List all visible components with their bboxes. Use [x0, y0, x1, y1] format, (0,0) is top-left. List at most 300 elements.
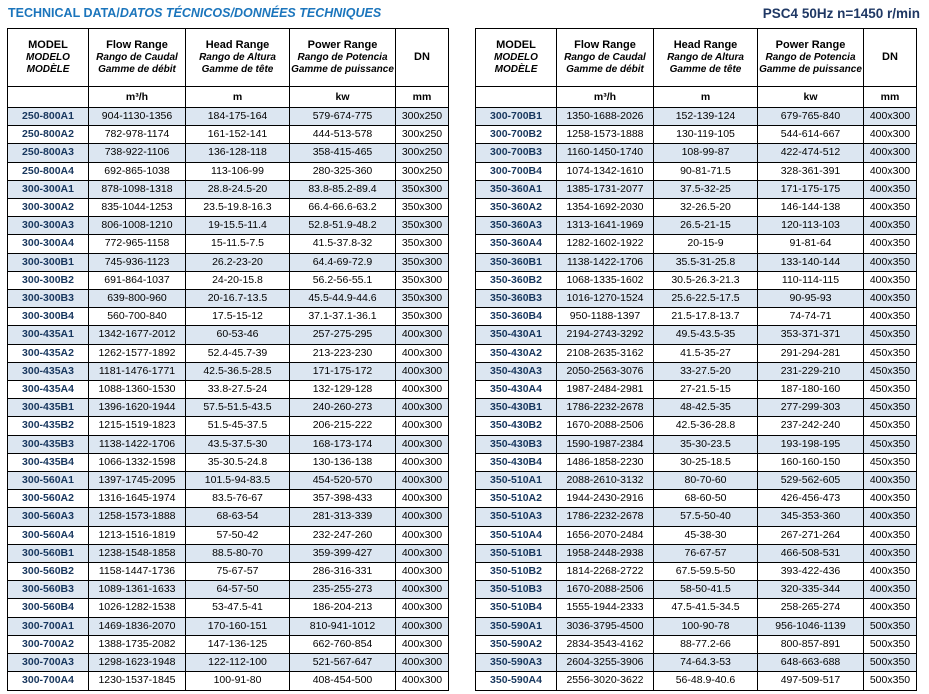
model-cell: 300-435B4 [8, 453, 89, 471]
power-range-cell: 444-513-578 [290, 126, 396, 144]
head-units: m [654, 87, 758, 108]
flow-range-cell: 1958-2448-2938 [557, 544, 654, 562]
table-row [8, 563, 449, 581]
dn-cell: 300x250 [396, 144, 449, 162]
model-cell: 350-360A1 [476, 180, 557, 198]
table-row [476, 581, 917, 599]
power-range-cell: 267-271-264 [758, 526, 864, 544]
power-range-cell: 160-160-150 [758, 453, 864, 471]
dn-cell: 350x300 [396, 308, 449, 326]
flow-range-cell: 1670-2088-2506 [557, 417, 654, 435]
model-cell: 300-560B3 [8, 581, 89, 599]
table-row [476, 199, 917, 217]
table-row [8, 308, 449, 326]
head-label-es: Rango de Altura [667, 51, 744, 63]
power-range-cell: 320-335-344 [758, 581, 864, 599]
flow-range-cell: 904-1130-1356 [89, 108, 186, 126]
power-range-cell: 454-520-570 [290, 472, 396, 490]
power-range-cell: 41.5-37.8-32 [290, 235, 396, 253]
flow-range-cell: 691-864-1037 [89, 271, 186, 289]
power-range-cell: 120-113-103 [758, 217, 864, 235]
header-row-labels [8, 29, 449, 87]
model-cell: 300-560A1 [8, 472, 89, 490]
flow-range-cell: 1160-1450-1740 [557, 144, 654, 162]
flow-range-cell: 1786-2232-2678 [557, 399, 654, 417]
dn-cell: 400x300 [396, 508, 449, 526]
page-header [0, 0, 929, 21]
model-cell: 300-560B1 [8, 544, 89, 562]
model-cell: 300-300B3 [8, 290, 89, 308]
dn-cell: 400x350 [864, 271, 917, 289]
head-range-cell: 108-99-87 [654, 144, 758, 162]
table-row [476, 126, 917, 144]
model-label-en: MODEL [28, 39, 68, 52]
model-cell: 250-800A4 [8, 162, 89, 180]
table-row [8, 635, 449, 653]
head-range-cell: 33-27.5-20 [654, 362, 758, 380]
flow-range-cell: 1555-1944-2333 [557, 599, 654, 617]
model-cell: 350-510A3 [476, 508, 557, 526]
model-cell: 350-360B3 [476, 290, 557, 308]
dn-cell: 400x350 [864, 581, 917, 599]
flow-range-cell: 2088-2610-3132 [557, 472, 654, 490]
dn-column-header [864, 29, 917, 87]
model-cell: 300-560A2 [8, 490, 89, 508]
flow-range-cell: 1469-1836-2070 [89, 617, 186, 635]
dn-cell: 400x300 [396, 399, 449, 417]
dn-cell: 450x350 [864, 381, 917, 399]
flow-range-cell: 1814-2268-2722 [557, 563, 654, 581]
title-english: TECHNICAL DATA/ [8, 6, 120, 20]
dn-cell: 400x300 [396, 344, 449, 362]
model-cell: 300-435A1 [8, 326, 89, 344]
flow-range-cell: 1313-1641-1969 [557, 217, 654, 235]
flow-range-cell: 1238-1548-1858 [89, 544, 186, 562]
table-row [476, 235, 917, 253]
head-range-cell: 30.5-26.3-21.3 [654, 271, 758, 289]
table-row [8, 672, 449, 690]
table-row [476, 326, 917, 344]
dn-cell: 400x300 [396, 326, 449, 344]
head-range-cell: 122-112-100 [186, 654, 290, 672]
flow-range-cell: 1089-1361-1633 [89, 581, 186, 599]
dn-cell: 400x300 [396, 362, 449, 380]
power-range-cell: 186-204-213 [290, 599, 396, 617]
head-range-cell: 52.4-45.7-39 [186, 344, 290, 362]
flow-range-cell: 1016-1270-1524 [557, 290, 654, 308]
model-cell: 300-435A3 [8, 362, 89, 380]
power-range-cell: 90-95-93 [758, 290, 864, 308]
dn-cell: 500x350 [864, 654, 917, 672]
power-range-cell: 37.1-37.1-36.1 [290, 308, 396, 326]
model-cell: 350-510A4 [476, 526, 557, 544]
power-range-cell: 277-299-303 [758, 399, 864, 417]
model-cell: 300-700B2 [476, 126, 557, 144]
dn-cell: 400x300 [396, 435, 449, 453]
dn-cell: 400x350 [864, 217, 917, 235]
flow-range-cell: 1213-1516-1819 [89, 526, 186, 544]
flow-label-en: Flow Range [106, 39, 168, 52]
dn-cell: 350x300 [396, 271, 449, 289]
dn-label: DN [414, 51, 430, 64]
table-row [476, 654, 917, 672]
table-row [8, 199, 449, 217]
head-range-cell: 184-175-164 [186, 108, 290, 126]
data-table-left [7, 28, 449, 691]
head-range-cell: 37.5-32-25 [654, 180, 758, 198]
table-row [476, 526, 917, 544]
table-row [8, 235, 449, 253]
flow-range-cell: 1138-1422-1706 [557, 253, 654, 271]
model-cell: 300-300A4 [8, 235, 89, 253]
model-cell: 350-510A2 [476, 490, 557, 508]
head-label-fr: Gamme de tête [201, 63, 274, 75]
table-row [8, 344, 449, 362]
power-range-cell: 83.8-85.2-89.4 [290, 180, 396, 198]
head-range-cell: 17.5-15-12 [186, 308, 290, 326]
dn-cell: 400x300 [864, 108, 917, 126]
dn-cell: 350x300 [396, 217, 449, 235]
dn-cell: 400x300 [396, 654, 449, 672]
model-cell: 350-360B2 [476, 271, 557, 289]
dn-cell: 300x250 [396, 126, 449, 144]
power-range-cell: 426-456-473 [758, 490, 864, 508]
table-row [476, 599, 917, 617]
flow-range-cell: 1282-1602-1922 [557, 235, 654, 253]
head-range-cell: 32-26.5-20 [654, 199, 758, 217]
table-row [8, 399, 449, 417]
power-range-cell: 286-316-331 [290, 563, 396, 581]
table-row [476, 635, 917, 653]
dn-cell: 400x350 [864, 180, 917, 198]
table-row [8, 526, 449, 544]
model-cell: 300-300A2 [8, 199, 89, 217]
power-label-fr: Gamme de puissance [291, 63, 394, 75]
power-range-cell: 240-260-273 [290, 399, 396, 417]
model-cell: 350-590A4 [476, 672, 557, 690]
head-range-cell: 130-119-105 [654, 126, 758, 144]
model-units-empty [8, 87, 89, 108]
dn-cell: 400x300 [396, 490, 449, 508]
flow-range-cell: 1944-2430-2916 [557, 490, 654, 508]
head-range-cell: 28.8-24.5-20 [186, 180, 290, 198]
dn-units: mm [864, 87, 917, 108]
table-row [8, 326, 449, 344]
dn-cell: 400x300 [396, 617, 449, 635]
head-range-cell: 58-50-41.5 [654, 581, 758, 599]
dn-cell: 400x350 [864, 508, 917, 526]
head-range-cell: 26.5-21-15 [654, 217, 758, 235]
flow-label-en: Flow Range [574, 39, 636, 52]
table-row [476, 180, 917, 198]
model-cell: 350-430B1 [476, 399, 557, 417]
head-range-cell: 101.5-94-83.5 [186, 472, 290, 490]
model-cell: 300-300B1 [8, 253, 89, 271]
model-cell: 300-435B2 [8, 417, 89, 435]
head-range-cell: 42.5-36.5-28.5 [186, 362, 290, 380]
table-row [8, 472, 449, 490]
head-range-cell: 64-57-50 [186, 581, 290, 599]
table-row [8, 417, 449, 435]
flow-label-fr: Gamme de débit [98, 63, 176, 75]
model-cell: 300-300B4 [8, 308, 89, 326]
model-cell: 300-700B1 [476, 108, 557, 126]
head-range-cell: 48-42.5-35 [654, 399, 758, 417]
flow-range-cell: 1026-1282-1538 [89, 599, 186, 617]
dn-cell: 400x350 [864, 199, 917, 217]
head-range-cell: 35.5-31-25.8 [654, 253, 758, 271]
power-label-es: Rango de Potencia [765, 51, 856, 63]
table-body-left [8, 108, 449, 691]
head-range-cell: 90-81-71.5 [654, 162, 758, 180]
dn-cell: 300x250 [396, 108, 449, 126]
flow-range-cell: 1181-1476-1771 [89, 362, 186, 380]
dn-cell: 400x350 [864, 599, 917, 617]
head-range-cell: 67.5-59.5-50 [654, 563, 758, 581]
model-cell: 300-560B2 [8, 563, 89, 581]
flow-range-cell: 1786-2232-2678 [557, 508, 654, 526]
head-range-cell: 26.2-23-20 [186, 253, 290, 271]
table-row [476, 453, 917, 471]
dn-cell: 400x300 [864, 144, 917, 162]
table-row [8, 144, 449, 162]
table-row [8, 253, 449, 271]
flow-range-cell: 745-936-1123 [89, 253, 186, 271]
model-column-header [8, 29, 89, 87]
power-range-cell: 257-275-295 [290, 326, 396, 344]
flow-range-cell: 692-865-1038 [89, 162, 186, 180]
dn-column-header [396, 29, 449, 87]
table-row [476, 344, 917, 362]
head-range-cell: 20-16.7-13.5 [186, 290, 290, 308]
power-range-cell: 45.5-44.9-44.6 [290, 290, 396, 308]
model-cell: 300-435B1 [8, 399, 89, 417]
power-range-cell: 521-567-647 [290, 654, 396, 672]
model-cell: 350-360A2 [476, 199, 557, 217]
dn-cell: 400x300 [396, 672, 449, 690]
dn-cell: 450x350 [864, 417, 917, 435]
table-row [8, 180, 449, 198]
model-cell: 350-510B3 [476, 581, 557, 599]
flow-range-cell: 1298-1623-1948 [89, 654, 186, 672]
head-column-header [186, 29, 290, 87]
table-row [476, 563, 917, 581]
dn-units: mm [396, 87, 449, 108]
power-range-cell: 66.4-66.6-63.2 [290, 199, 396, 217]
head-range-cell: 45-38-30 [654, 526, 758, 544]
head-range-cell: 170-160-151 [186, 617, 290, 635]
model-cell: 300-435B3 [8, 435, 89, 453]
table-row [8, 108, 449, 126]
flow-range-cell: 1388-1735-2082 [89, 635, 186, 653]
dn-cell: 400x350 [864, 526, 917, 544]
model-cell: 300-300B2 [8, 271, 89, 289]
dn-cell: 400x300 [396, 381, 449, 399]
power-range-cell: 74-74-71 [758, 308, 864, 326]
model-cell: 300-700B4 [476, 162, 557, 180]
dn-cell: 350x300 [396, 290, 449, 308]
head-range-cell: 23.5-19.8-16.3 [186, 199, 290, 217]
model-cell: 350-590A2 [476, 635, 557, 653]
table-row [476, 362, 917, 380]
power-range-cell: 358-415-465 [290, 144, 396, 162]
power-units: kw [290, 87, 396, 108]
power-label-en: Power Range [775, 39, 846, 52]
table-row [8, 435, 449, 453]
model-cell: 350-430A2 [476, 344, 557, 362]
flow-range-cell: 1656-2070-2484 [557, 526, 654, 544]
flow-range-cell: 1987-2484-2981 [557, 381, 654, 399]
power-range-cell: 579-674-775 [290, 108, 396, 126]
flow-range-cell: 1138-1422-1706 [89, 435, 186, 453]
model-cell: 300-560B4 [8, 599, 89, 617]
head-range-cell: 51.5-45-37.5 [186, 417, 290, 435]
flow-range-cell: 1350-1688-2026 [557, 108, 654, 126]
head-range-cell: 25.6-22.5-17.5 [654, 290, 758, 308]
flow-range-cell: 1397-1745-2095 [89, 472, 186, 490]
head-range-cell: 15-11.5-7.5 [186, 235, 290, 253]
model-cell: 250-800A3 [8, 144, 89, 162]
power-range-cell: 291-294-281 [758, 344, 864, 362]
flow-range-cell: 2108-2635-3162 [557, 344, 654, 362]
model-cell: 300-435A2 [8, 344, 89, 362]
dn-cell: 400x300 [396, 526, 449, 544]
tables-container [0, 21, 929, 691]
power-range-cell: 235-255-273 [290, 581, 396, 599]
head-range-cell: 57.5-50-40 [654, 508, 758, 526]
flow-range-cell: 1074-1342-1610 [557, 162, 654, 180]
head-range-cell: 68-63-54 [186, 508, 290, 526]
dn-cell: 500x350 [864, 672, 917, 690]
power-range-cell: 206-215-222 [290, 417, 396, 435]
head-range-cell: 35-30.5-24.8 [186, 453, 290, 471]
model-cell: 350-430A1 [476, 326, 557, 344]
head-range-cell: 136-128-118 [186, 144, 290, 162]
flow-range-cell: 1342-1677-2012 [89, 326, 186, 344]
dn-cell: 500x350 [864, 635, 917, 653]
flow-range-cell: 1158-1447-1736 [89, 563, 186, 581]
table-row [8, 617, 449, 635]
table-row [476, 417, 917, 435]
model-cell: 350-360A3 [476, 217, 557, 235]
head-range-cell: 75-67-57 [186, 563, 290, 581]
table-row [476, 217, 917, 235]
head-range-cell: 80-70-60 [654, 472, 758, 490]
table-body-right [476, 108, 917, 691]
power-label-fr: Gamme de puissance [759, 63, 862, 75]
power-range-cell: 133-140-144 [758, 253, 864, 271]
head-range-cell: 74-64.3-53 [654, 654, 758, 672]
flow-range-cell: 1066-1332-1598 [89, 453, 186, 471]
power-range-cell: 187-180-160 [758, 381, 864, 399]
head-range-cell: 83.5-76-67 [186, 490, 290, 508]
power-range-cell: 231-229-210 [758, 362, 864, 380]
table-row [476, 544, 917, 562]
flow-range-cell: 1316-1645-1974 [89, 490, 186, 508]
table-row [476, 144, 917, 162]
pump-spec-label: PSC4 50Hz n=1450 r/min [762, 6, 920, 21]
flow-range-cell: 2050-2563-3076 [557, 362, 654, 380]
page-title [8, 6, 381, 20]
head-range-cell: 43.5-37.5-30 [186, 435, 290, 453]
dn-cell: 400x350 [864, 290, 917, 308]
head-range-cell: 33.8-27.5-24 [186, 381, 290, 399]
flow-range-cell: 1088-1360-1530 [89, 381, 186, 399]
flow-column-header [89, 29, 186, 87]
power-range-cell: 648-663-688 [758, 654, 864, 672]
power-range-cell: 328-361-391 [758, 162, 864, 180]
header-row-units [476, 87, 917, 108]
dn-cell: 400x350 [864, 472, 917, 490]
flow-range-cell: 1262-1577-1892 [89, 344, 186, 362]
table-row [476, 490, 917, 508]
table-row [8, 271, 449, 289]
head-range-cell: 88-77.2-66 [654, 635, 758, 653]
flow-units: m³/h [557, 87, 654, 108]
head-label-fr: Gamme de tête [669, 63, 742, 75]
table-row [8, 544, 449, 562]
dn-cell: 450x350 [864, 344, 917, 362]
head-range-cell: 41.5-35-27 [654, 344, 758, 362]
table-row [476, 399, 917, 417]
model-cell: 350-360B4 [476, 308, 557, 326]
power-range-cell: 956-1046-1139 [758, 617, 864, 635]
power-range-cell: 168-173-174 [290, 435, 396, 453]
dn-cell: 400x300 [396, 563, 449, 581]
power-range-cell: 679-765-840 [758, 108, 864, 126]
power-range-cell: 810-941-1012 [290, 617, 396, 635]
model-label-es: MODELO [494, 51, 538, 63]
flow-range-cell: 772-965-1158 [89, 235, 186, 253]
dn-cell: 450x350 [864, 453, 917, 471]
data-table-right [475, 28, 917, 691]
table-header [8, 29, 449, 108]
power-range-cell: 171-175-172 [290, 362, 396, 380]
model-cell: 350-430B2 [476, 417, 557, 435]
head-range-cell: 30-25-18.5 [654, 453, 758, 471]
dn-cell: 400x350 [864, 253, 917, 271]
power-range-cell: 213-223-230 [290, 344, 396, 362]
model-cell: 300-700A3 [8, 654, 89, 672]
table-row [8, 581, 449, 599]
model-cell: 300-560A3 [8, 508, 89, 526]
power-label-en: Power Range [307, 39, 378, 52]
dn-cell: 400x300 [396, 635, 449, 653]
table-row [8, 290, 449, 308]
flow-range-cell: 738-922-1106 [89, 144, 186, 162]
power-units: kw [758, 87, 864, 108]
dn-cell: 400x350 [864, 490, 917, 508]
head-range-cell: 57-50-42 [186, 526, 290, 544]
table-row [476, 290, 917, 308]
dn-cell: 300x250 [396, 162, 449, 180]
table-row [8, 490, 449, 508]
table-row [8, 453, 449, 471]
dn-cell: 450x350 [864, 435, 917, 453]
model-cell: 300-435A4 [8, 381, 89, 399]
table-row [8, 508, 449, 526]
power-range-cell: 408-454-500 [290, 672, 396, 690]
title-spanish-french: DATOS TÉCNICOS/DONNÉES TECHNIQUES [119, 6, 382, 20]
flow-range-cell: 2556-3020-3622 [557, 672, 654, 690]
head-range-cell: 49.5-43.5-35 [654, 326, 758, 344]
power-range-cell: 345-353-360 [758, 508, 864, 526]
model-column-header [476, 29, 557, 87]
flow-range-cell: 806-1008-1210 [89, 217, 186, 235]
head-range-cell: 47.5-41.5-34.5 [654, 599, 758, 617]
table-row [476, 508, 917, 526]
power-label-es: Rango de Potencia [297, 51, 388, 63]
